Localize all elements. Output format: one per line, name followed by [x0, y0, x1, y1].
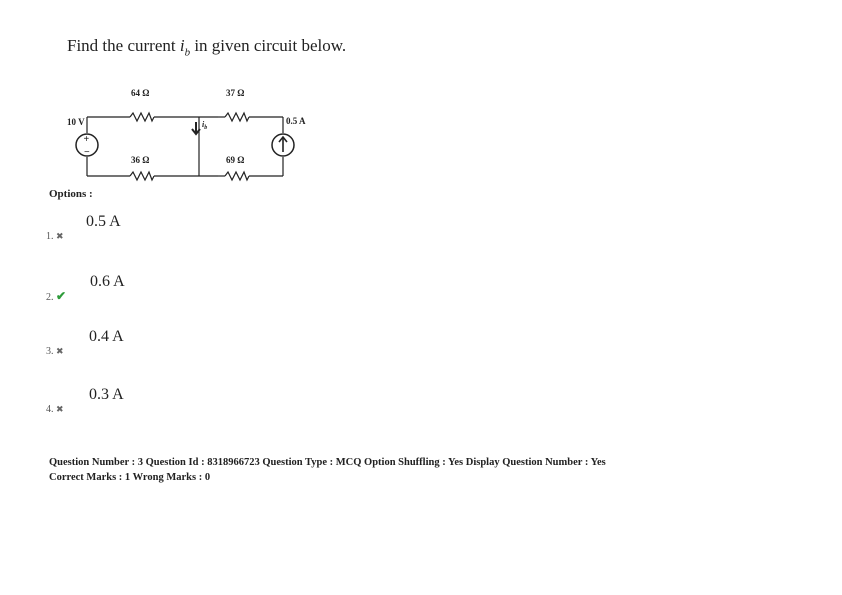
current-label: $i_b$	[202, 120, 208, 131]
label-64-ohm: 64 Ω	[131, 88, 150, 98]
question-meta-line-2: Correct Marks : 1 Wrong Marks : 0	[49, 472, 211, 483]
wrong-mark-icon: ✖	[56, 231, 64, 241]
wrong-mark-icon: ✖	[56, 346, 64, 356]
question-variable: i	[179, 36, 185, 55]
voltage-minus: −	[84, 147, 90, 158]
label-10-v: 10 V	[67, 117, 85, 127]
question-suffix: in given circuit below.	[190, 36, 347, 55]
resistor-37-ohm	[225, 113, 249, 121]
question-prefix: Find the current	[67, 36, 180, 55]
label-0-5-a: 0.5 A	[286, 116, 306, 126]
option-1-number: 1. ✖	[46, 231, 64, 242]
correct-check-icon: ✔	[56, 289, 67, 303]
option-1-text[interactable]: 0.5 A	[86, 213, 121, 230]
resistor-36-ohm	[130, 172, 154, 180]
label-37-ohm: 37 Ω	[226, 88, 245, 98]
option-3-text[interactable]: 0.4 A	[89, 328, 124, 345]
question-variable-subscript: b	[184, 46, 191, 59]
option-4-text[interactable]: 0.3 A	[89, 386, 124, 403]
option-3-number: 3. ✖	[46, 346, 64, 357]
resistor-69-ohm	[225, 172, 249, 180]
question-meta-line-1: Question Number : 3 Question Id : 8318966723 Question Type : MCQ Option Shuffling : Yes Display Question Number : Yes	[49, 457, 606, 468]
voltage-plus: +	[83, 134, 90, 145]
label-69-ohm: 69 Ω	[226, 155, 245, 165]
option-4-number: 4. ✖	[46, 404, 64, 415]
wrong-mark-icon: ✖	[56, 404, 64, 414]
resistor-64-ohm	[130, 113, 154, 121]
label-36-ohm: 36 Ω	[131, 155, 150, 165]
option-2-number: 2. ✔	[46, 289, 67, 303]
option-2-text[interactable]: 0.6 A	[90, 273, 125, 290]
options-label: Options :	[49, 188, 93, 200]
